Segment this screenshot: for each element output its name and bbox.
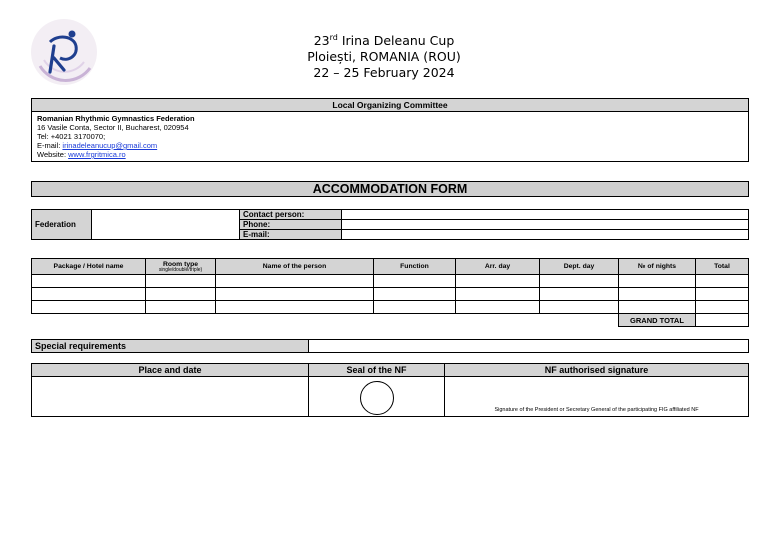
committee-table [31, 98, 749, 162]
signature-table [31, 363, 749, 417]
signature-label: NF authorised signature [445, 364, 749, 377]
committee-website-link[interactable]: www.frgritmica.ro [68, 150, 126, 159]
phone-input[interactable] [342, 220, 749, 230]
grand-total-label: GRAND TOTAL [619, 314, 696, 327]
committee-tel: Tel: +4021 3170070; [37, 132, 106, 141]
event-dates: 22 – 25 February 2024 [313, 65, 455, 81]
special-requirements-input[interactable] [309, 340, 749, 353]
place-date-input[interactable] [32, 377, 309, 417]
grand-total-input[interactable] [696, 314, 749, 327]
col-function: Function [374, 259, 456, 275]
table-row[interactable] [32, 275, 749, 288]
special-requirements-table [31, 339, 749, 353]
federation-table [31, 209, 749, 240]
email-label: E-mail: [240, 230, 342, 240]
col-package: Package / Hotel name [32, 259, 146, 275]
committee-email-link[interactable]: irinadeleanucup@gmail.com [62, 141, 158, 150]
special-requirements-label: Special requirements [32, 340, 309, 353]
committee-address: 16 Vasile Conta, Sector II, Bucharest, 020954 [37, 123, 189, 132]
event-header [0, 30, 768, 81]
federation-label: Federation [32, 210, 92, 240]
seal-circle-icon [360, 381, 394, 415]
col-room-type: Room type single/double/triple) [146, 259, 216, 275]
federation-input[interactable] [92, 210, 240, 240]
contact-person-label: Contact person: [240, 210, 342, 220]
col-person-name: Name of the person [216, 259, 374, 275]
committee-details: Romanian Rhythmic Gymnastics Federation 16 Vasile Conta, Sector II, Bucharest, 020954 Tel: +4021 3170070; E-mail: irinadeleanucup@gmail.com Website: www.frgritmica.ro [32, 112, 749, 162]
committee-heading: Local Organizing Committee [32, 99, 749, 112]
seal-label: Seal of the NF [309, 364, 445, 377]
accommodation-table [31, 258, 749, 327]
seal-cell [309, 377, 445, 417]
committee-org-name: Romanian Rhythmic Gymnastics Federation [37, 114, 195, 123]
email-input[interactable] [342, 230, 749, 240]
event-title: 23rd Irina Deleanu Cup [313, 33, 455, 49]
contact-person-input[interactable] [342, 210, 749, 220]
signature-input[interactable] [445, 377, 749, 417]
accommodation-header-row [32, 259, 749, 275]
col-total: Total [696, 259, 749, 275]
col-departure: Dept. day [540, 259, 619, 275]
form-title: ACCOMMODATION FORM [31, 181, 749, 197]
signature-note: Signature of the President or Secretary General of the participating FIG affiliated NF [494, 407, 699, 413]
table-row[interactable] [32, 301, 749, 314]
table-row[interactable] [32, 288, 749, 301]
grand-total-row [32, 314, 749, 327]
place-date-label: Place and date [32, 364, 309, 377]
col-nights: № of nights [619, 259, 696, 275]
col-arrival: Arr. day [456, 259, 540, 275]
phone-label: Phone: [240, 220, 342, 230]
event-location: Ploiești, ROMANIA (ROU) [307, 49, 461, 65]
